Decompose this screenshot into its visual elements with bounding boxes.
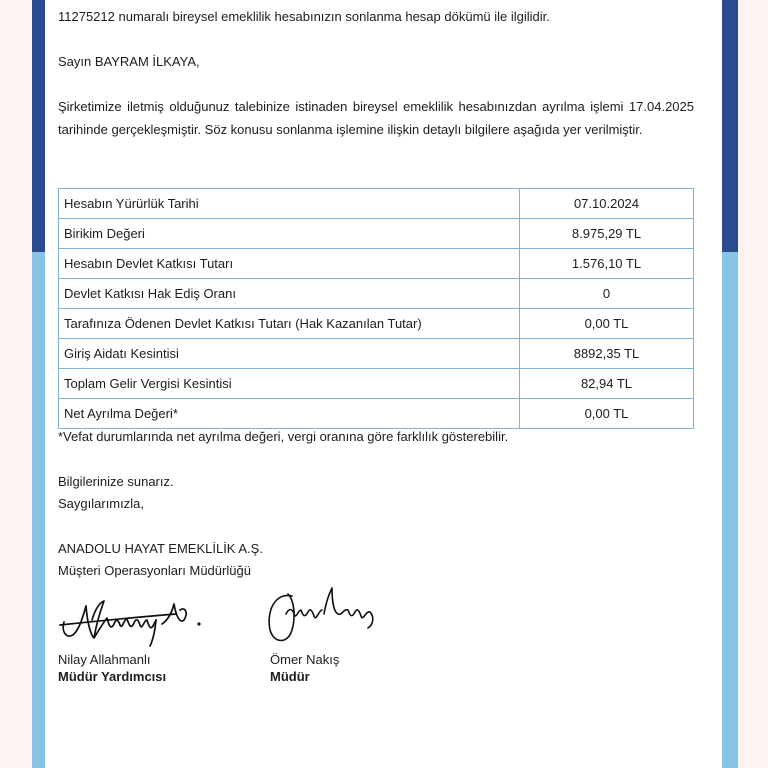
row-value: 8892,35 TL xyxy=(520,339,694,369)
row-label: Devlet Katkısı Hak Ediş Oranı xyxy=(59,279,520,309)
signature-nilay-allahmanli xyxy=(58,590,208,650)
account-summary-table xyxy=(58,188,694,429)
table-row xyxy=(59,279,694,309)
table-row xyxy=(59,369,694,399)
signatory-1-name: Nilay Allahmanlı xyxy=(58,652,151,667)
row-label: Giriş Aidatı Kesintisi xyxy=(59,339,520,369)
row-label: Hesabın Yürürlük Tarihi xyxy=(59,189,520,219)
row-value: 82,94 TL xyxy=(520,369,694,399)
footnote: *Vefat durumlarında net ayrılma değeri, vergi oranına göre farklılık gösterebilir. xyxy=(58,429,509,444)
table-row xyxy=(59,249,694,279)
row-value: 0,00 TL xyxy=(520,309,694,339)
signatory-1-title: Müdür Yardımcısı xyxy=(58,669,167,684)
row-label: Birikim Değeri xyxy=(59,219,520,249)
department-name: Müşteri Operasyonları Müdürlüğü xyxy=(58,563,251,578)
closing-line: Bilgilerinize sunarız. xyxy=(58,474,174,489)
row-label: Toplam Gelir Vergisi Kesintisi xyxy=(59,369,520,399)
body-paragraph: Şirketimize iletmiş olduğunuz talebinize istinaden bireysel emeklilik hesabınızdan ayrılma işlemi 17.04.2025 tarihinde gerçekleşmiştir. Söz konusu sonlanma işlemine ilişkin detaylı bilgilere aşağıda yer verilmiştir. xyxy=(58,99,694,137)
table-row xyxy=(59,399,694,429)
signatory-2-name: Ömer Nakış xyxy=(270,652,340,667)
company-name: ANADOLU HAYAT EMEKLİLİK A.Ş. xyxy=(58,541,263,556)
row-label: Net Ayrılma Değeri* xyxy=(59,399,520,429)
table-row xyxy=(59,339,694,369)
table-row xyxy=(59,189,694,219)
signature-omer-nakis xyxy=(262,584,382,654)
header-line: 11275212 numaralı bireysel emeklilik hesabınızın sonlanma hesap dökümü ile ilgilidir. xyxy=(58,9,550,24)
row-value: 07.10.2024 xyxy=(520,189,694,219)
row-label: Tarafınıza Ödenen Devlet Katkısı Tutarı (Hak Kazanılan Tutar) xyxy=(59,309,520,339)
row-label: Hesabın Devlet Katkısı Tutarı xyxy=(59,249,520,279)
row-value: 0,00 TL xyxy=(520,399,694,429)
signatory-2-title: Müdür xyxy=(270,669,310,684)
row-value: 1.576,10 TL xyxy=(520,249,694,279)
row-value: 8.975,29 TL xyxy=(520,219,694,249)
row-value: 0 xyxy=(520,279,694,309)
salutation: Sayın BAYRAM İLKAYA, xyxy=(58,54,200,69)
table-row xyxy=(59,219,694,249)
table-row xyxy=(59,309,694,339)
closing-regards: Saygılarımızla, xyxy=(58,496,144,511)
